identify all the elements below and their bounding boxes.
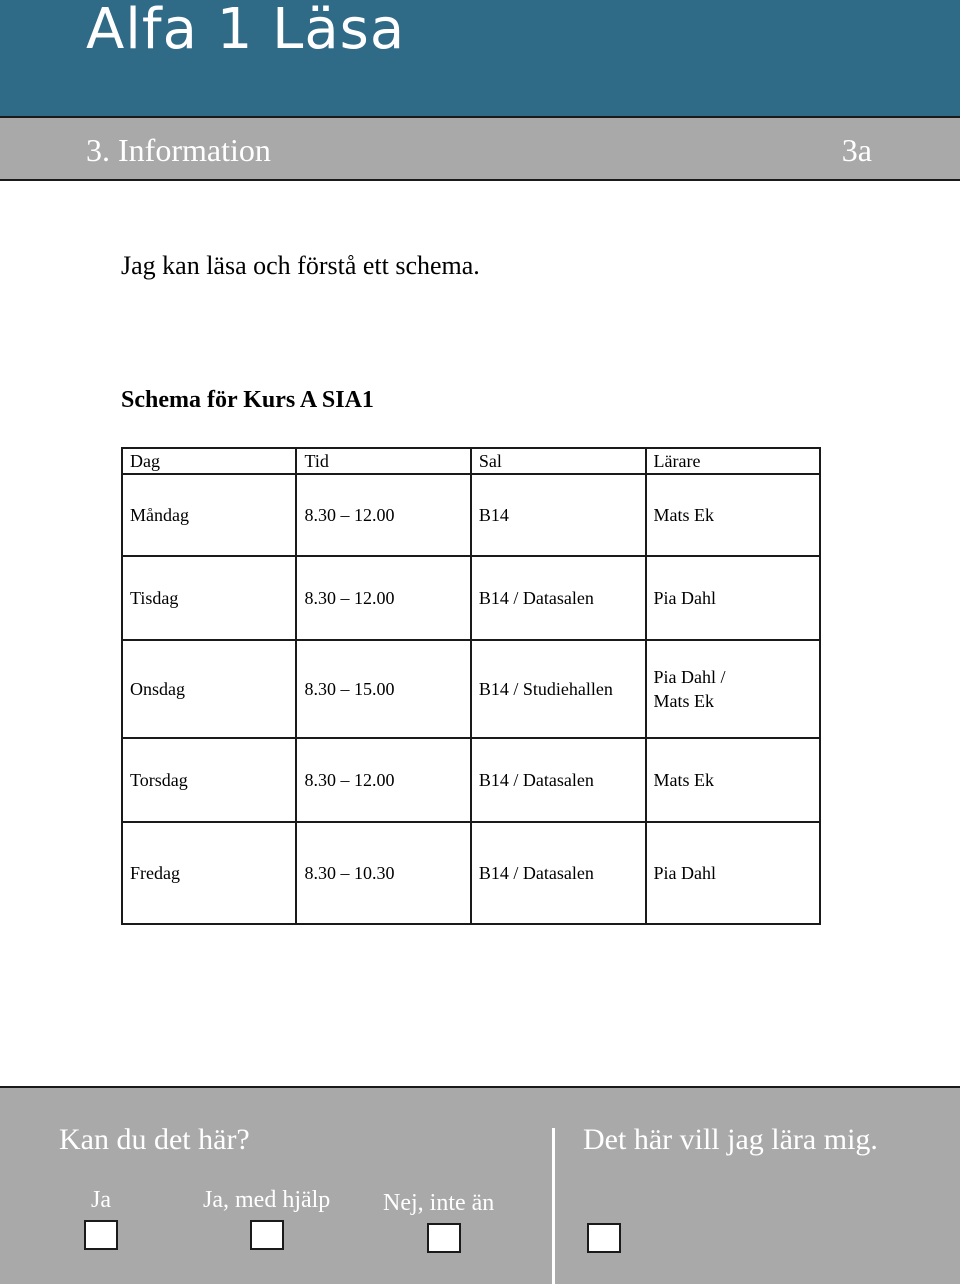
table-cell: 8.30 – 12.00 [296, 556, 470, 640]
checkbox-learning-goal[interactable] [587, 1223, 621, 1253]
table-cell: Mats Ek [646, 738, 820, 822]
section-page-number: 3a [841, 132, 872, 168]
section-bar [0, 118, 960, 181]
table-cell: B14 [471, 474, 646, 556]
table-cell: Mats Ek [646, 474, 820, 556]
section-title: 3. Information [86, 132, 271, 168]
table-cell: Pia Dahl / Mats Ek [646, 640, 820, 738]
table-row [122, 474, 820, 556]
header-bar [0, 0, 960, 118]
intro-text: Jag kan läsa och förstå ett schema. [121, 251, 480, 280]
schedule-table [121, 447, 821, 925]
table-cell: B14 / Studiehallen [471, 640, 646, 738]
column-header: Tid [296, 448, 470, 474]
option-label-ja-med-hjalp: Ja, med hjälp [203, 1187, 331, 1213]
table-row [122, 738, 820, 822]
checkbox-nej-inte-an[interactable] [427, 1223, 461, 1253]
table-cell: 8.30 – 12.00 [296, 474, 470, 556]
table-cell: Fredag [122, 822, 296, 924]
table-row [122, 640, 820, 738]
checkbox-ja[interactable] [84, 1220, 118, 1250]
table-header-row [122, 448, 820, 474]
table-cell: B14 / Datasalen [471, 738, 646, 822]
self-assessment-question: Kan du det här? [59, 1123, 250, 1156]
table-cell: 8.30 – 15.00 [296, 640, 470, 738]
self-assessment-footer [0, 1086, 960, 1284]
table-row [122, 556, 820, 640]
learning-goal-label: Det här vill jag lära mig. [583, 1123, 878, 1156]
option-label-ja: Ja [91, 1187, 111, 1213]
page-title: Alfa 1 Läsa [86, 0, 406, 62]
option-label-nej-inte-an: Nej, inte än [383, 1190, 495, 1216]
table-cell: 8.30 – 10.30 [296, 822, 470, 924]
table-cell: Pia Dahl [646, 556, 820, 640]
table-cell: Pia Dahl [646, 822, 820, 924]
table-cell: B14 / Datasalen [471, 822, 646, 924]
column-header: Dag [122, 448, 296, 474]
table-cell: B14 / Datasalen [471, 556, 646, 640]
table-cell: 8.30 – 12.00 [296, 738, 470, 822]
table-row [122, 822, 820, 924]
schedule-title: Schema för Kurs A SIA1 [121, 387, 374, 413]
footer-divider [552, 1128, 555, 1284]
table-cell: Torsdag [122, 738, 296, 822]
table-cell: Onsdag [122, 640, 296, 738]
checkbox-ja-med-hjalp[interactable] [250, 1220, 284, 1250]
table-cell: Måndag [122, 474, 296, 556]
column-header: Sal [471, 448, 646, 474]
table-cell: Tisdag [122, 556, 296, 640]
column-header: Lärare [646, 448, 820, 474]
